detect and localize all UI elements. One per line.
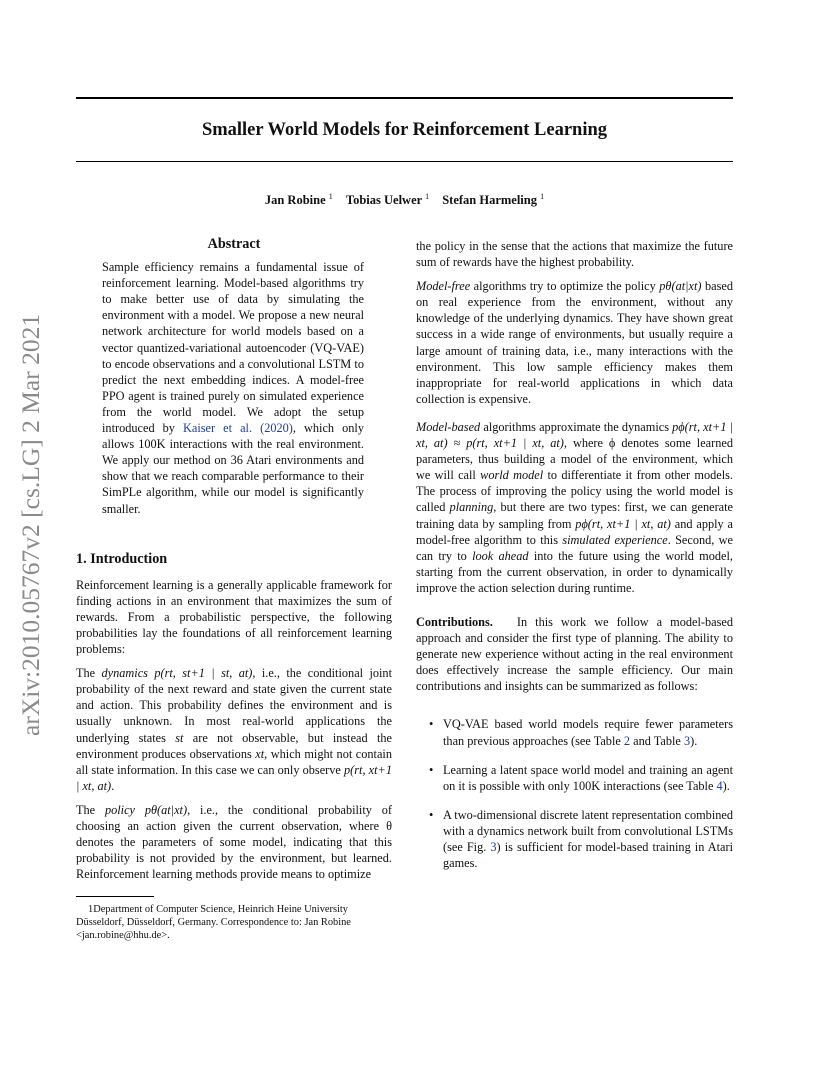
bullet-icon: • [429, 807, 434, 822]
figure-ref-link[interactable]: 3 [490, 840, 497, 854]
footnote: 1Department of Computer Science, Heinrich Heine University Düsseldorf, Düsseldorf, Germany. Correspondence to: Jan Robine <jan.robine@hhu.de>. [76, 904, 351, 942]
footnote-rule [76, 896, 154, 897]
left-column [76, 236, 392, 942]
top-rule [76, 97, 733, 99]
title-rule [76, 161, 733, 162]
citation-link[interactable]: Kaiser et al. (2020) [183, 421, 293, 436]
abstract-body: Sample efficiency remains a fundamental issue of reinforcement learning. Model-based algorithms try to make better use of data by simulating the environment with a model. We propose a new neural network architecture for world models based on a vector quantized-variational autoencoder (VQ-VAE) to encode observations and a convolutional LSTM to predict the next embedding indices. A model-free PPO agent is trained purely on simulated experience from the world model. We adopt the setup introduced by Kaiser et al. (2020), which only allows 100K interactions with the real environment. We apply our method on 36 Atari environments and show that we reach comparable performance to their SimPLe algorithm, while our model is significantly smaller. [102, 260, 364, 516]
right-column [416, 238, 733, 884]
right-paragraph-model-free: Model-free algorithms try to optimize the policy pθ(at|xt) based on real experience from the environment, without any knowledge of the underlying dynamics. They have shown great success in a wide range of environments, but usually require a large amount of training data, i.e., many interactions with the environment. This low sample efficiency makes them inappropriate for real-world applications in which data collection is expensive. [416, 279, 733, 406]
list-item: • A two-dimensional discrete latent representation combined with a dynamics network built from convolutional LSTMs (see Fig. 3) is sufficient for model-based training in Atari games. [429, 807, 733, 871]
author-list [76, 192, 733, 208]
bullet-icon: • [429, 717, 434, 732]
intro-paragraph-2: The dynamics p(rt, st+1 | st, at), i.e., the conditional joint probability of the next reward and state given the current state and action. This probability defines the environment and is usually unknown. In most real-world applications the underlying states st are not observable, but instead the environment produces observations xt, which might not contain all state information. In this case we can only observe p(rt, xt+1 | xt, at). [76, 666, 393, 793]
contributions-paragraph: Contributions. In this work we follow a model-based approach and consider the first type of planning. The ability to generate new experience without acting in the real environment does effectively increase the sample efficiency. Our main contributions and insights can be summarized as follows: [416, 614, 733, 694]
arxiv-identifier: arXiv:2010.05767v2 [cs.LG] 2 Mar 2021 [16, 313, 45, 737]
intro-paragraph-3: The policy pθ(at|xt), i.e., the conditional probability of choosing an action given the current observation, where θ denotes the parameters of some model, indicating that this probability is not provided by the environment, but learned. Reinforcement learning methods provide means to optimize [76, 802, 392, 882]
bullet-icon: • [429, 762, 434, 777]
section-heading-introduction: 1. Introduction [76, 550, 168, 567]
paper-title: Smaller World Models for Reinforcement Learning [201, 120, 608, 140]
table-ref-link[interactable]: 3 [683, 733, 691, 748]
right-paragraph-model-based: Model-based algorithms approximate the dynamics pϕ(rt, xt+1 | xt, at) ≈ p(rt, xt+1 | xt, at), where ϕ denotes some learned parameters, thus building a model of the environment, which we will call world model to differentiate it from other models. The process of improving the policy using the world model is called planning, but there are two types: first, we can generate training data by sampling from pϕ(rt, xt+1 | xt, at) and apply a model-free algorithm to this simulated experience. Second, we can try to look ahead into the future using the world model, starting from the current observation, in order to dynamically improve the action selection during runtime. [416, 419, 734, 595]
right-paragraph-1: the policy in the sense that the actions that maximize the future sum of rewards have the highest probability. [416, 239, 733, 270]
contributions-list [416, 716, 733, 871]
abstract-heading: Abstract [207, 236, 261, 252]
list-item: • VQ-VAE based world models require fewer parameters than previous approaches (see Table 2 and Table 3). [429, 717, 733, 748]
table-ref-link[interactable]: 2 [623, 733, 631, 748]
author-2: Tobias Uelwer $^1$ [345, 192, 430, 208]
table-ref-link[interactable]: 4 [716, 778, 723, 793]
author-1: Jan Robine $^1$ [264, 192, 333, 208]
list-item: • Learning a latent space world model and training an agent on it is possible with only 100K interactions (see Table 4). [429, 762, 733, 793]
intro-paragraph-1: Reinforcement learning is a generally applicable framework for finding actions in an environment that maximizes the sum of rewards. From a probabilistic perspective, the following probabilities lay the foundations of all reinforcement learning problems: [76, 577, 392, 657]
author-3: Stefan Harmeling $^1$ [442, 192, 545, 208]
contributions-heading: Contributions. [416, 614, 493, 629]
